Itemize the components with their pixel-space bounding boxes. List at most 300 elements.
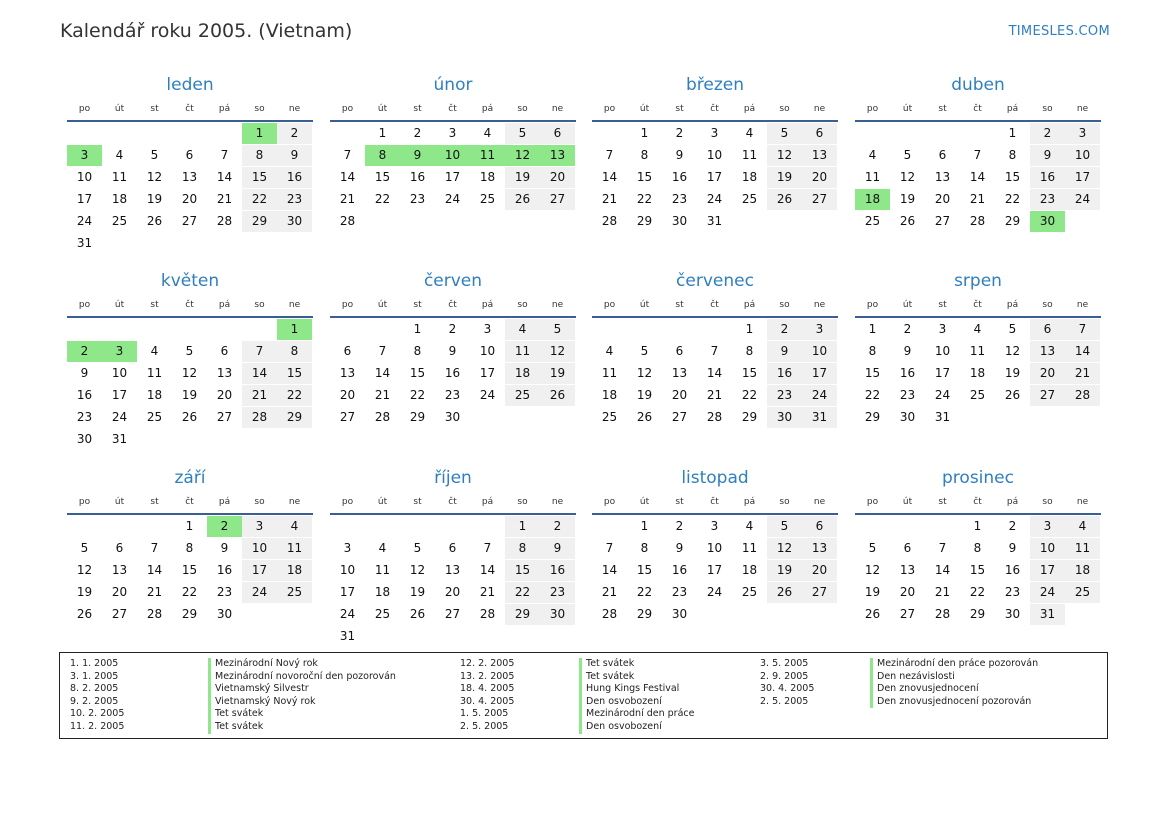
day-cell: 25 xyxy=(864,214,881,228)
weekend-day-cell: 15 xyxy=(277,363,312,384)
day-cell: 29 xyxy=(181,607,198,621)
day-cell: 12 xyxy=(146,170,163,184)
holiday-day-cell: 2 xyxy=(207,516,242,537)
weekday-label: ne xyxy=(1076,497,1089,507)
weekend-day-cell: 25 xyxy=(277,582,312,603)
week-row xyxy=(855,385,1101,407)
day-cell: 17 xyxy=(706,563,723,577)
week-row xyxy=(592,319,838,341)
day-cell: 19 xyxy=(1004,366,1021,380)
day-cell: 27 xyxy=(444,607,461,621)
day-cell: 29 xyxy=(409,410,426,424)
holiday-day-cell: 3 xyxy=(67,145,102,166)
weekend-day-cell: 22 xyxy=(242,189,277,210)
day-cell: 22 xyxy=(864,388,881,402)
empty-cell xyxy=(137,429,172,450)
empty-cell xyxy=(172,123,207,144)
empty-cell xyxy=(137,319,172,340)
week-row xyxy=(330,145,576,167)
weekday-label: ne xyxy=(1076,300,1089,310)
weekday-label: so xyxy=(517,300,528,310)
week-row xyxy=(592,211,838,233)
weekend-day-cell: 6 xyxy=(540,123,575,144)
day-cell: 24 xyxy=(76,214,93,228)
weekend-day-cell: 29 xyxy=(242,211,277,232)
empty-cell xyxy=(627,319,662,340)
week-row xyxy=(330,123,576,145)
weekday-label: st xyxy=(413,497,422,507)
day-cell: 9 xyxy=(1008,541,1017,555)
day-cell: 13 xyxy=(444,563,461,577)
day-cell: 9 xyxy=(80,366,89,380)
day-cell: 16 xyxy=(899,366,916,380)
day-cell: 2 xyxy=(448,322,457,336)
day-cell: 3 xyxy=(710,126,719,140)
day-cell: 10 xyxy=(706,148,723,162)
day-cell: 9 xyxy=(220,541,229,555)
week-row xyxy=(592,604,838,626)
day-cell: 22 xyxy=(636,192,653,206)
holiday-day-cell: 8 xyxy=(365,145,400,166)
weekday-label: so xyxy=(517,497,528,507)
day-cell: 23 xyxy=(671,192,688,206)
legend-date: 2. 5. 2005 xyxy=(460,721,509,732)
day-cell: 6 xyxy=(220,344,229,358)
holiday-day-cell: 13 xyxy=(540,145,575,166)
empty-cell xyxy=(1030,407,1065,428)
week-row xyxy=(855,604,1101,626)
weekend-day-cell: 18 xyxy=(277,560,312,581)
day-cell: 27 xyxy=(899,607,916,621)
weekday-label: so xyxy=(1042,497,1053,507)
legend-date: 18. 4. 2005 xyxy=(460,683,515,695)
week-row xyxy=(330,560,576,582)
weekend-day-cell: 9 xyxy=(767,341,802,362)
weekend-day-cell: 4 xyxy=(1065,516,1100,537)
week-row xyxy=(330,604,576,626)
weekday-label: st xyxy=(675,497,684,507)
day-cell: 23 xyxy=(76,410,93,424)
day-cell: 6 xyxy=(115,541,124,555)
day-cell: 5 xyxy=(80,541,89,555)
empty-cell xyxy=(505,407,540,428)
empty-cell xyxy=(890,123,925,144)
empty-cell xyxy=(925,123,960,144)
day-cell: 31 xyxy=(76,236,93,250)
weekend-day-cell: 8 xyxy=(277,341,312,362)
empty-cell xyxy=(330,319,365,340)
weekday-label: so xyxy=(1042,300,1053,310)
weekend-day-cell: 4 xyxy=(277,516,312,537)
day-cell: 11 xyxy=(111,170,128,184)
weekday-label: st xyxy=(150,497,159,507)
empty-cell xyxy=(855,516,890,537)
month-block xyxy=(855,465,1101,626)
week-row xyxy=(330,407,576,429)
month-name: červenec xyxy=(676,271,754,291)
legend-date: 3. 5. 2005 xyxy=(760,658,809,669)
day-cell: 30 xyxy=(216,607,233,621)
day-cell: 30 xyxy=(444,410,461,424)
weekend-day-cell: 11 xyxy=(1065,538,1100,559)
day-cell: 6 xyxy=(185,148,194,162)
weekday-label: so xyxy=(254,300,265,310)
weekday-label: čt xyxy=(448,300,457,310)
weekday-label: po xyxy=(603,300,616,310)
month-block xyxy=(855,72,1101,233)
day-cell: 25 xyxy=(741,585,758,599)
day-cell: 28 xyxy=(374,410,391,424)
week-row xyxy=(592,341,838,363)
weekend-day-cell: 2 xyxy=(767,319,802,340)
weekday-label: ne xyxy=(551,497,564,507)
weekend-day-cell: 16 xyxy=(1030,167,1065,188)
empty-cell xyxy=(172,429,207,450)
legend-date: 9. 2. 2005 xyxy=(70,695,119,707)
week-row xyxy=(855,538,1101,560)
day-cell: 3 xyxy=(343,541,352,555)
day-cell: 5 xyxy=(903,148,912,162)
week-row xyxy=(330,516,576,538)
legend-holiday-name: Vietnamský Silvestr xyxy=(208,683,309,696)
day-cell: 2 xyxy=(675,126,684,140)
weekday-label: pá xyxy=(218,300,231,310)
empty-cell xyxy=(470,626,505,647)
weekday-label: po xyxy=(866,497,879,507)
week-row xyxy=(330,582,576,604)
day-cell: 28 xyxy=(146,607,163,621)
legend-holiday-name: Tet svátek xyxy=(579,658,634,671)
weekend-day-cell: 6 xyxy=(802,123,837,144)
legend-holiday-name: Den osvobození xyxy=(579,721,662,734)
day-cell: 14 xyxy=(146,563,163,577)
day-cell: 10 xyxy=(76,170,93,184)
day-cell: 31 xyxy=(934,410,951,424)
empty-cell xyxy=(242,429,277,450)
weekend-day-cell: 7 xyxy=(1065,319,1100,340)
weekday-label: st xyxy=(938,300,947,310)
day-cell: 8 xyxy=(973,541,982,555)
weekend-day-cell: 12 xyxy=(540,341,575,362)
weekend-day-cell: 20 xyxy=(802,167,837,188)
day-cell: 7 xyxy=(605,541,614,555)
day-cell: 25 xyxy=(374,607,391,621)
empty-cell xyxy=(400,516,435,537)
weekend-day-cell: 1 xyxy=(505,516,540,537)
holiday-legend xyxy=(59,652,1108,739)
legend-date: 2. 5. 2005 xyxy=(760,695,809,707)
weekday-label: čt xyxy=(185,497,194,507)
day-cell: 1 xyxy=(378,126,387,140)
day-cell: 11 xyxy=(601,366,618,380)
week-row xyxy=(592,145,838,167)
empty-cell xyxy=(102,123,137,144)
day-cell: 16 xyxy=(444,366,461,380)
weekday-header xyxy=(330,98,576,122)
day-cell: 17 xyxy=(479,366,496,380)
month-block xyxy=(67,465,313,626)
empty-cell xyxy=(890,516,925,537)
weekday-label: st xyxy=(675,300,684,310)
legend-holiday-name: Mezinárodní Nový rok xyxy=(208,658,318,671)
day-cell: 17 xyxy=(444,170,461,184)
day-cell: 23 xyxy=(216,585,233,599)
legend-date: 3. 1. 2005 xyxy=(70,670,119,682)
day-cell: 21 xyxy=(374,388,391,402)
day-cell: 1 xyxy=(745,322,754,336)
weekend-day-cell: 30 xyxy=(540,604,575,625)
day-cell: 3 xyxy=(710,519,719,533)
weekend-day-cell: 2 xyxy=(1030,123,1065,144)
day-cell: 24 xyxy=(479,388,496,402)
weekday-header xyxy=(855,491,1101,515)
week-row xyxy=(330,167,576,189)
week-row xyxy=(855,145,1101,167)
day-cell: 4 xyxy=(150,344,159,358)
week-row xyxy=(592,516,838,538)
weekday-label: út xyxy=(377,300,388,310)
day-cell: 25 xyxy=(146,410,163,424)
day-cell: 24 xyxy=(706,585,723,599)
day-cell: 4 xyxy=(745,519,754,533)
day-cell: 31 xyxy=(706,214,723,228)
week-row xyxy=(592,560,838,582)
empty-cell xyxy=(1065,211,1100,232)
week-row xyxy=(330,211,576,233)
day-cell: 15 xyxy=(969,563,986,577)
day-cell: 15 xyxy=(636,170,653,184)
day-cell: 5 xyxy=(413,541,422,555)
weekday-label: so xyxy=(1042,104,1053,114)
week-row xyxy=(67,211,313,233)
weekend-day-cell: 6 xyxy=(1030,319,1065,340)
weekday-label: čt xyxy=(185,300,194,310)
weekday-label: so xyxy=(254,497,265,507)
week-row xyxy=(592,538,838,560)
day-cell: 15 xyxy=(181,563,198,577)
day-cell: 19 xyxy=(181,388,198,402)
day-cell: 27 xyxy=(671,410,688,424)
weekday-label: ne xyxy=(288,300,301,310)
day-cell: 7 xyxy=(150,541,159,555)
day-cell: 7 xyxy=(710,344,719,358)
day-cell: 18 xyxy=(146,388,163,402)
week-row xyxy=(855,516,1101,538)
weekday-header xyxy=(855,98,1101,122)
day-cell: 20 xyxy=(899,585,916,599)
empty-cell xyxy=(697,319,732,340)
day-cell: 26 xyxy=(864,607,881,621)
day-cell: 27 xyxy=(339,410,356,424)
day-cell: 13 xyxy=(671,366,688,380)
legend-holiday-name: Hung Kings Festival xyxy=(579,683,679,696)
day-cell: 16 xyxy=(671,563,688,577)
legend-date: 12. 2. 2005 xyxy=(460,658,515,669)
day-cell: 22 xyxy=(374,192,391,206)
weekday-label: po xyxy=(341,300,354,310)
empty-cell xyxy=(365,319,400,340)
month-block xyxy=(592,268,838,429)
day-cell: 25 xyxy=(479,192,496,206)
empty-cell xyxy=(67,123,102,144)
empty-cell xyxy=(925,516,960,537)
day-cell: 23 xyxy=(409,192,426,206)
holiday-day-cell: 12 xyxy=(505,145,540,166)
day-cell: 23 xyxy=(671,585,688,599)
day-cell: 29 xyxy=(1004,214,1021,228)
day-cell: 17 xyxy=(111,388,128,402)
empty-cell xyxy=(960,407,995,428)
week-row xyxy=(855,582,1101,604)
day-cell: 10 xyxy=(339,563,356,577)
weekday-label: po xyxy=(866,300,879,310)
weekend-day-cell: 15 xyxy=(242,167,277,188)
week-row xyxy=(330,189,576,211)
weekday-label: pá xyxy=(743,497,756,507)
brand-link[interactable]: TIMESLES.COM xyxy=(1008,24,1110,39)
weekend-day-cell: 23 xyxy=(1030,189,1065,210)
month-block xyxy=(330,268,576,429)
empty-cell xyxy=(242,233,277,254)
empty-cell xyxy=(277,429,312,450)
weekend-day-cell: 13 xyxy=(802,145,837,166)
day-cell: 5 xyxy=(150,148,159,162)
day-cell: 28 xyxy=(969,214,986,228)
day-cell: 14 xyxy=(374,366,391,380)
weekday-label: út xyxy=(114,300,125,310)
weekday-label: čt xyxy=(973,104,982,114)
weekday-header xyxy=(330,294,576,318)
empty-cell xyxy=(172,319,207,340)
weekday-header xyxy=(67,98,313,122)
weekend-day-cell: 17 xyxy=(1030,560,1065,581)
weekday-label: st xyxy=(413,104,422,114)
week-row xyxy=(67,233,313,255)
weekday-label: po xyxy=(603,104,616,114)
day-cell: 7 xyxy=(220,148,229,162)
weekday-label: po xyxy=(866,104,879,114)
empty-cell xyxy=(802,211,837,232)
weekend-day-cell: 16 xyxy=(767,363,802,384)
empty-cell xyxy=(400,626,435,647)
week-row xyxy=(592,189,838,211)
weekend-day-cell: 26 xyxy=(540,385,575,406)
month-block xyxy=(592,72,838,233)
day-cell: 14 xyxy=(216,170,233,184)
holiday-day-cell: 30 xyxy=(1030,211,1065,232)
legend-holiday-name: Mezinárodní den práce pozorován xyxy=(870,658,1038,671)
day-cell: 5 xyxy=(185,344,194,358)
day-cell: 8 xyxy=(413,344,422,358)
weekday-label: so xyxy=(254,104,265,114)
month-name: únor xyxy=(433,75,473,95)
empty-cell xyxy=(277,233,312,254)
weekday-label: út xyxy=(114,497,125,507)
empty-cell xyxy=(697,604,732,625)
legend-date: 30. 4. 2005 xyxy=(460,695,515,707)
day-cell: 2 xyxy=(903,322,912,336)
weekday-label: so xyxy=(779,497,790,507)
day-cell: 12 xyxy=(181,366,198,380)
week-row xyxy=(67,582,313,604)
day-cell: 16 xyxy=(76,388,93,402)
day-cell: 20 xyxy=(339,388,356,402)
weekend-day-cell: 3 xyxy=(802,319,837,340)
weekend-day-cell: 27 xyxy=(802,582,837,603)
day-cell: 5 xyxy=(868,541,877,555)
weekend-day-cell: 26 xyxy=(767,189,802,210)
month-block xyxy=(592,465,838,626)
weekday-label: pá xyxy=(218,104,231,114)
weekend-day-cell: 5 xyxy=(767,516,802,537)
day-cell: 21 xyxy=(146,585,163,599)
day-cell: 26 xyxy=(409,607,426,621)
day-cell: 29 xyxy=(741,410,758,424)
day-cell: 26 xyxy=(636,410,653,424)
weekday-header xyxy=(592,98,838,122)
day-cell: 20 xyxy=(671,388,688,402)
empty-cell xyxy=(470,516,505,537)
weekend-day-cell: 22 xyxy=(505,582,540,603)
day-cell: 28 xyxy=(339,214,356,228)
day-cell: 28 xyxy=(706,410,723,424)
day-cell: 19 xyxy=(864,585,881,599)
month-block xyxy=(67,72,313,255)
week-row xyxy=(330,626,576,648)
weekend-day-cell: 7 xyxy=(242,341,277,362)
weekday-label: čt xyxy=(973,300,982,310)
empty-cell xyxy=(365,626,400,647)
day-cell: 12 xyxy=(636,366,653,380)
empty-cell xyxy=(137,516,172,537)
day-cell: 18 xyxy=(741,563,758,577)
day-cell: 26 xyxy=(899,214,916,228)
weekday-label: út xyxy=(377,104,388,114)
empty-cell xyxy=(102,516,137,537)
day-cell: 15 xyxy=(636,563,653,577)
day-cell: 26 xyxy=(181,410,198,424)
empty-cell xyxy=(540,407,575,428)
day-cell: 20 xyxy=(216,388,233,402)
empty-cell xyxy=(855,123,890,144)
day-cell: 11 xyxy=(374,563,391,577)
day-cell: 16 xyxy=(671,170,688,184)
day-cell: 1 xyxy=(973,519,982,533)
day-cell: 21 xyxy=(934,585,951,599)
day-cell: 1 xyxy=(640,519,649,533)
weekday-label: út xyxy=(902,300,913,310)
empty-cell xyxy=(435,626,470,647)
weekend-day-cell: 21 xyxy=(242,385,277,406)
weekday-label: po xyxy=(603,497,616,507)
weekend-day-cell: 17 xyxy=(1065,167,1100,188)
day-cell: 17 xyxy=(76,192,93,206)
legend-holiday-name: Den nezávislosti xyxy=(870,671,955,684)
weekend-day-cell: 27 xyxy=(540,189,575,210)
holiday-day-cell: 1 xyxy=(277,319,312,340)
weekend-day-cell: 5 xyxy=(540,319,575,340)
empty-cell xyxy=(137,123,172,144)
weekend-day-cell: 14 xyxy=(242,363,277,384)
week-row xyxy=(67,167,313,189)
month-name: srpen xyxy=(954,271,1002,291)
weekday-label: út xyxy=(377,497,388,507)
day-cell: 3 xyxy=(938,322,947,336)
empty-cell xyxy=(207,429,242,450)
holiday-day-cell: 18 xyxy=(855,189,890,210)
weekend-day-cell: 31 xyxy=(802,407,837,428)
empty-cell xyxy=(207,233,242,254)
